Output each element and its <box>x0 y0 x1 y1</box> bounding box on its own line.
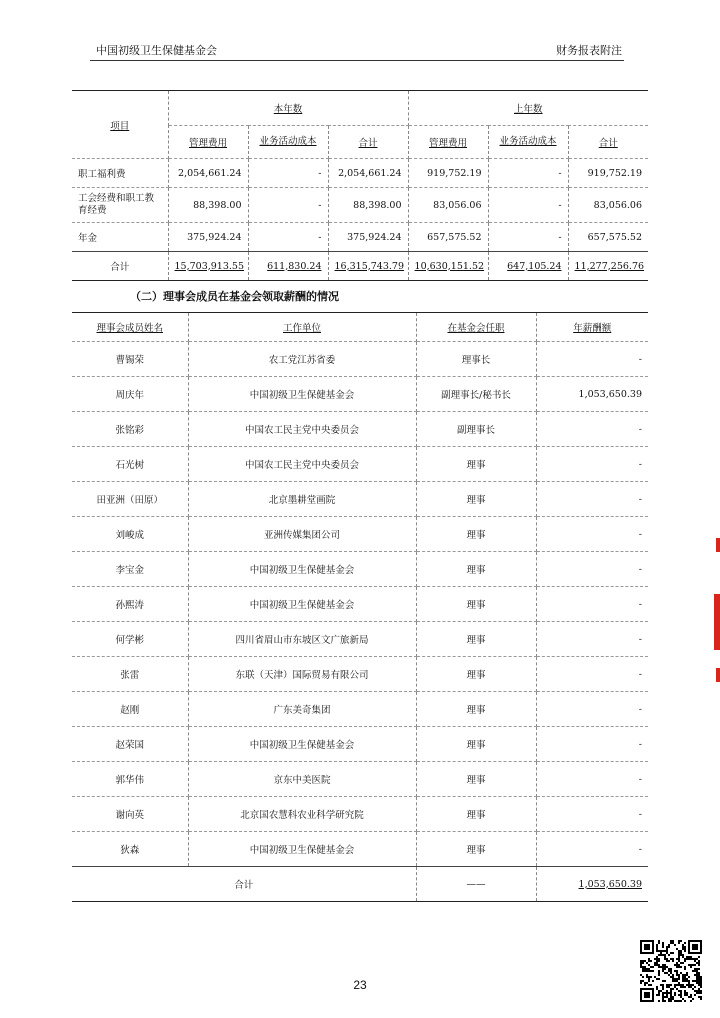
cell-value: 657,575.52 <box>568 223 648 252</box>
position: 理事 <box>416 797 536 832</box>
table-row <box>72 482 648 517</box>
employer: 四川省眉山市东坡区文广旅新局 <box>188 622 416 657</box>
col-header-item: 项目 <box>72 91 168 159</box>
member-name: 张铭彩 <box>72 412 188 447</box>
board-compensation-table <box>72 312 648 902</box>
member-name: 赵荣国 <box>72 727 188 762</box>
employer: 中国初级卫生保健基金会 <box>188 587 416 622</box>
cell-value: 375,924.24 <box>328 223 408 252</box>
col-header-employer: 工作单位 <box>188 313 416 342</box>
row-label: 职工福利费 <box>72 159 168 188</box>
total-value: 10,630,151.52 <box>408 252 488 281</box>
table-row <box>72 517 648 552</box>
member-name: 孙熙涛 <box>72 587 188 622</box>
employer: 北京国农慧科农业科学研究院 <box>188 797 416 832</box>
employer: 东联（天津）国际贸易有限公司 <box>188 657 416 692</box>
annual-pay: - <box>536 482 648 517</box>
cell-value: 919,752.19 <box>408 159 488 188</box>
table-row <box>72 447 648 482</box>
table-row <box>72 657 648 692</box>
cell-value: 2,054,661.24 <box>328 159 408 188</box>
group-header-prior-year: 上年数 <box>408 91 648 126</box>
employer: 农工党江苏省委 <box>188 342 416 377</box>
table-row <box>72 832 648 867</box>
qr-code-icon <box>640 940 702 1002</box>
position: 副理事长 <box>416 412 536 447</box>
col-header-subtotal: 合计 <box>568 126 648 159</box>
total-value: 647,105.24 <box>488 252 568 281</box>
position: 理事 <box>416 692 536 727</box>
table-row <box>72 159 648 188</box>
annual-pay: - <box>536 762 648 797</box>
table-row <box>72 622 648 657</box>
total-position: —— <box>416 867 536 902</box>
member-name: 谢向英 <box>72 797 188 832</box>
col-header-subtotal: 合计 <box>328 126 408 159</box>
employer: 中国初级卫生保健基金会 <box>188 552 416 587</box>
annual-pay: - <box>536 832 648 867</box>
member-name: 李宝金 <box>72 552 188 587</box>
col-header-business-cost: 业务活动成本 <box>248 126 328 159</box>
position: 理事 <box>416 727 536 762</box>
edge-mark <box>716 668 720 682</box>
col-header-annual-pay: 年薪酬额 <box>536 313 648 342</box>
col-header-business-cost: 业务活动成本 <box>488 126 568 159</box>
table-row <box>72 342 648 377</box>
table-row <box>72 188 648 223</box>
employer: 广东美奇集团 <box>188 692 416 727</box>
cell-value: - <box>248 159 328 188</box>
position: 理事 <box>416 832 536 867</box>
position: 理事 <box>416 447 536 482</box>
section-title: （二）理事会成员在基金会领取薪酬的情况 <box>130 290 339 303</box>
annual-pay: - <box>536 587 648 622</box>
position: 理事 <box>416 552 536 587</box>
table-row <box>72 412 648 447</box>
total-value: 11,277,256.76 <box>568 252 648 281</box>
cell-value: - <box>488 159 568 188</box>
member-name: 曹锡荣 <box>72 342 188 377</box>
annual-pay: - <box>536 622 648 657</box>
position: 理事长 <box>416 342 536 377</box>
employer: 中国初级卫生保健基金会 <box>188 377 416 412</box>
table-row <box>72 377 648 412</box>
cell-value: 375,924.24 <box>168 223 248 252</box>
group-header-current-year: 本年数 <box>168 91 408 126</box>
col-header-admin-expense: 管理费用 <box>168 126 248 159</box>
annual-pay: - <box>536 412 648 447</box>
cell-value: 657,575.52 <box>408 223 488 252</box>
cell-value: - <box>488 188 568 223</box>
annual-pay: - <box>536 552 648 587</box>
position: 理事 <box>416 622 536 657</box>
cell-value: 88,398.00 <box>328 188 408 223</box>
table-row <box>72 762 648 797</box>
annual-pay: - <box>536 447 648 482</box>
member-name: 赵刚 <box>72 692 188 727</box>
position: 理事 <box>416 762 536 797</box>
employer: 京东中美医院 <box>188 762 416 797</box>
cell-value: 88,398.00 <box>168 188 248 223</box>
cell-value: - <box>248 223 328 252</box>
annual-pay: - <box>536 342 648 377</box>
header-rule <box>90 60 624 61</box>
member-name: 何学彬 <box>72 622 188 657</box>
page-number: 23 <box>353 978 367 992</box>
expense-table <box>72 90 648 281</box>
position: 副理事长/秘书长 <box>416 377 536 412</box>
cell-value: 919,752.19 <box>568 159 648 188</box>
total-label: 合计 <box>72 867 416 902</box>
col-header-member-name: 理事会成员姓名 <box>72 313 188 342</box>
position: 理事 <box>416 517 536 552</box>
member-name: 田亚洲（田原） <box>72 482 188 517</box>
row-label: 工会经费和职工教育经费 <box>72 188 168 223</box>
employer: 亚洲传媒集团公司 <box>188 517 416 552</box>
member-name: 周庆年 <box>72 377 188 412</box>
employer: 中国初级卫生保健基金会 <box>188 727 416 762</box>
annual-pay: - <box>536 727 648 762</box>
header-doc-title: 财务报表附注 <box>556 44 622 57</box>
total-value: 15,703,913.55 <box>168 252 248 281</box>
employer: 中国农工民主党中央委员会 <box>188 447 416 482</box>
cell-value: - <box>248 188 328 223</box>
annual-pay: - <box>536 692 648 727</box>
header-org-name: 中国初级卫生保健基金会 <box>96 44 217 57</box>
cell-value: - <box>488 223 568 252</box>
table-row <box>72 692 648 727</box>
total-row <box>72 867 648 902</box>
annual-pay: - <box>536 797 648 832</box>
table-row <box>72 587 648 622</box>
edge-mark <box>714 594 720 650</box>
member-name: 张雷 <box>72 657 188 692</box>
col-header-position: 在基金会任职 <box>416 313 536 342</box>
table-row <box>72 727 648 762</box>
edge-mark <box>716 538 720 552</box>
member-name: 狄森 <box>72 832 188 867</box>
table-row <box>72 797 648 832</box>
annual-pay: - <box>536 657 648 692</box>
total-row <box>72 252 648 281</box>
member-name: 石光树 <box>72 447 188 482</box>
employer: 中国初级卫生保健基金会 <box>188 832 416 867</box>
total-value: 16,315,743.79 <box>328 252 408 281</box>
position: 理事 <box>416 657 536 692</box>
annual-pay: 1,053,650.39 <box>536 377 648 412</box>
cell-value: 83,056.06 <box>568 188 648 223</box>
table-row <box>72 552 648 587</box>
member-name: 郭华伟 <box>72 762 188 797</box>
total-annual-pay: 1,053,650.39 <box>536 867 648 902</box>
row-label: 年金 <box>72 223 168 252</box>
member-name: 刘峻成 <box>72 517 188 552</box>
employer: 北京墨耕堂画院 <box>188 482 416 517</box>
table-row <box>72 223 648 252</box>
col-header-admin-expense: 管理费用 <box>408 126 488 159</box>
employer: 中国农工民主党中央委员会 <box>188 412 416 447</box>
total-label: 合计 <box>72 252 168 281</box>
annual-pay: - <box>536 517 648 552</box>
total-value: 611,830.24 <box>248 252 328 281</box>
position: 理事 <box>416 482 536 517</box>
position: 理事 <box>416 587 536 622</box>
cell-value: 2,054,661.24 <box>168 159 248 188</box>
cell-value: 83,056.06 <box>408 188 488 223</box>
